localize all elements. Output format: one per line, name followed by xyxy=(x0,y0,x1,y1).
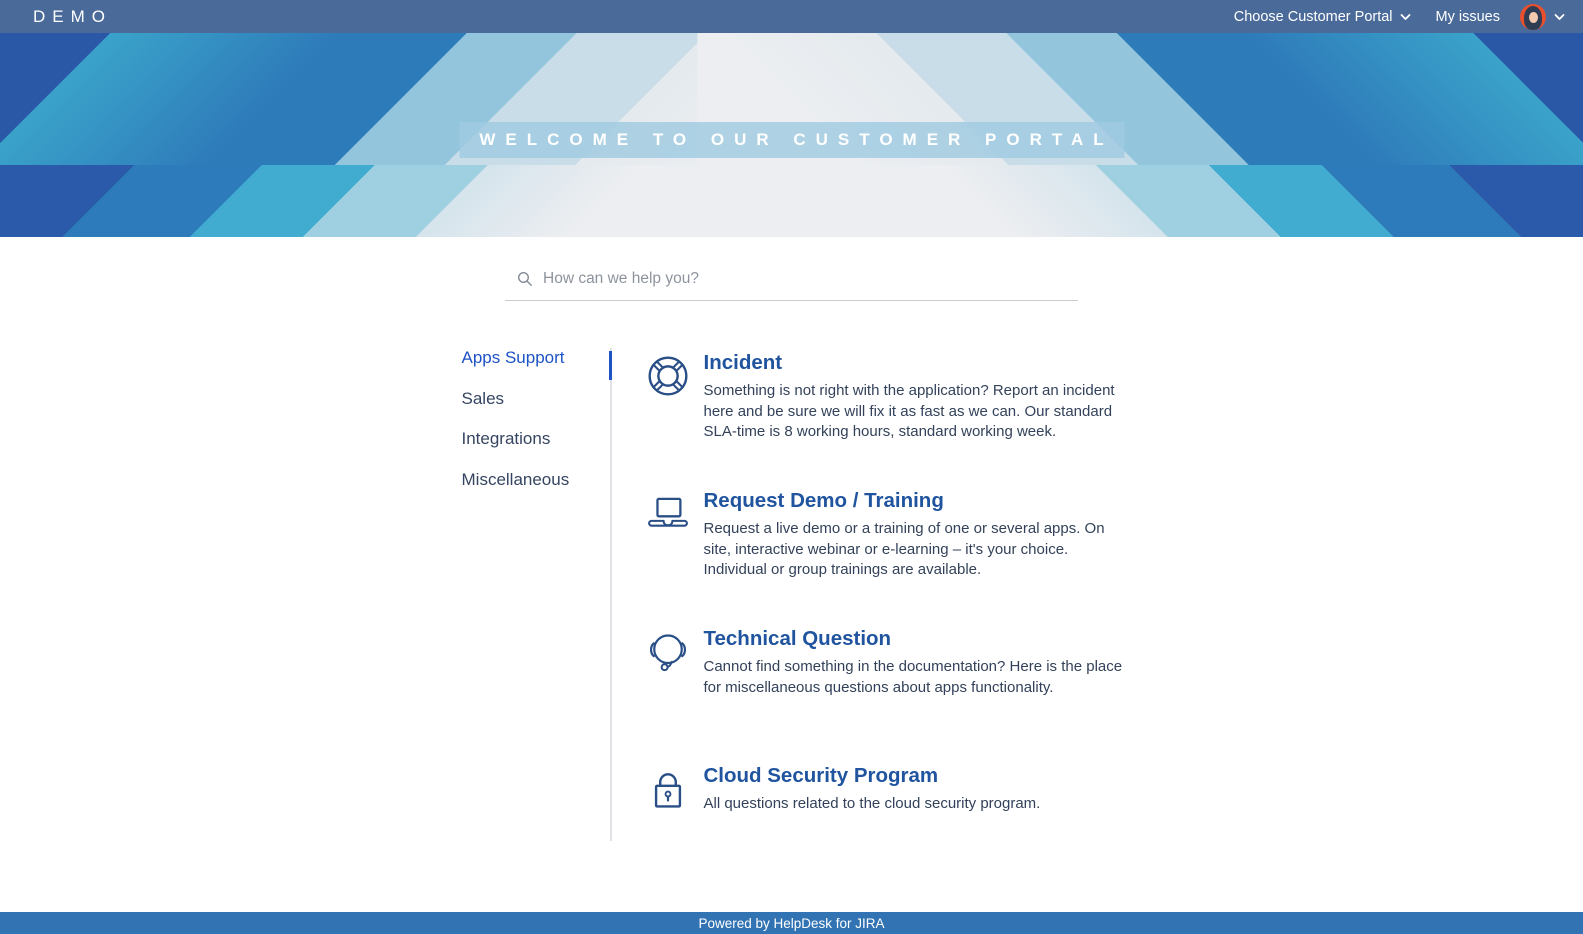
sidebar-item-miscellaneous[interactable]: Miscellaneous xyxy=(461,469,570,489)
request-type-list xyxy=(612,348,1124,860)
search-input[interactable] xyxy=(543,270,1078,288)
sidebar-item-sales[interactable]: Sales xyxy=(461,388,505,408)
request-type-body xyxy=(704,489,1124,581)
my-issues-link[interactable] xyxy=(1436,9,1500,25)
request-type-cloud-security[interactable] xyxy=(646,764,1124,815)
hero-banner xyxy=(0,33,1583,237)
request-type-body xyxy=(704,351,1124,443)
page-footer xyxy=(0,912,1583,934)
request-type-body xyxy=(704,764,1124,815)
navbar-right xyxy=(1234,4,1565,30)
request-type-title[interactable]: Cloud Security Program xyxy=(703,763,939,787)
hero-title: WELCOME TO OUR CUSTOMER PORTAL xyxy=(479,130,1114,149)
portal-body xyxy=(462,348,1122,860)
search-bar xyxy=(505,270,1078,301)
request-type-title[interactable]: Incident xyxy=(703,351,783,374)
request-type-description: Request a live demo or a training of one or several apps. On site, interactive webinar or e-learning – it's your choice. Individual or group trainings are available. xyxy=(703,520,1105,579)
request-type-description: All questions related to the cloud security program. xyxy=(703,794,1041,812)
headset-icon xyxy=(646,630,690,674)
avatar-face xyxy=(1529,12,1538,23)
hero-title-band xyxy=(459,122,1124,158)
powered-by-link[interactable]: Powered by HelpDesk for JIRA xyxy=(698,915,885,931)
choose-portal-dropdown[interactable] xyxy=(1234,9,1411,25)
request-type-description: Cannot find something in the documentation? Here is the place for miscellaneous questions about apps functionality. xyxy=(703,658,1123,696)
chevron-down-icon xyxy=(1554,13,1565,21)
choose-portal-label: Choose Customer Portal xyxy=(1233,8,1393,25)
active-menu-indicator xyxy=(609,351,612,380)
chevron-down-icon xyxy=(1400,13,1411,21)
portal-group-menu xyxy=(462,348,612,841)
user-menu[interactable] xyxy=(1520,4,1565,30)
request-type-title[interactable]: Request Demo / Training xyxy=(703,489,944,513)
request-type-description: Something is not right with the application? Report an incident here and be sure we will fix it as fast as we can. Our standard SLA-time is 8 working hours, standard working week. xyxy=(703,382,1115,441)
lifebuoy-icon xyxy=(646,354,690,398)
avatar xyxy=(1520,4,1546,30)
sidebar-item-apps-support[interactable]: Apps Support xyxy=(461,348,565,367)
request-type-demo-training[interactable] xyxy=(646,489,1124,581)
sidebar-item-integrations[interactable]: Integrations xyxy=(461,429,551,448)
laptop-icon xyxy=(646,492,690,536)
padlock-icon xyxy=(646,767,690,811)
top-navbar xyxy=(0,0,1583,33)
brand-logo[interactable]: DEMO xyxy=(33,6,112,26)
request-type-body xyxy=(704,627,1124,698)
request-type-technical-question[interactable] xyxy=(646,627,1124,698)
my-issues-label: My issues xyxy=(1435,8,1500,25)
search-icon xyxy=(517,271,533,287)
request-type-incident[interactable] xyxy=(646,351,1124,443)
portal-main xyxy=(0,270,1583,860)
request-type-title[interactable]: Technical Question xyxy=(703,627,892,651)
